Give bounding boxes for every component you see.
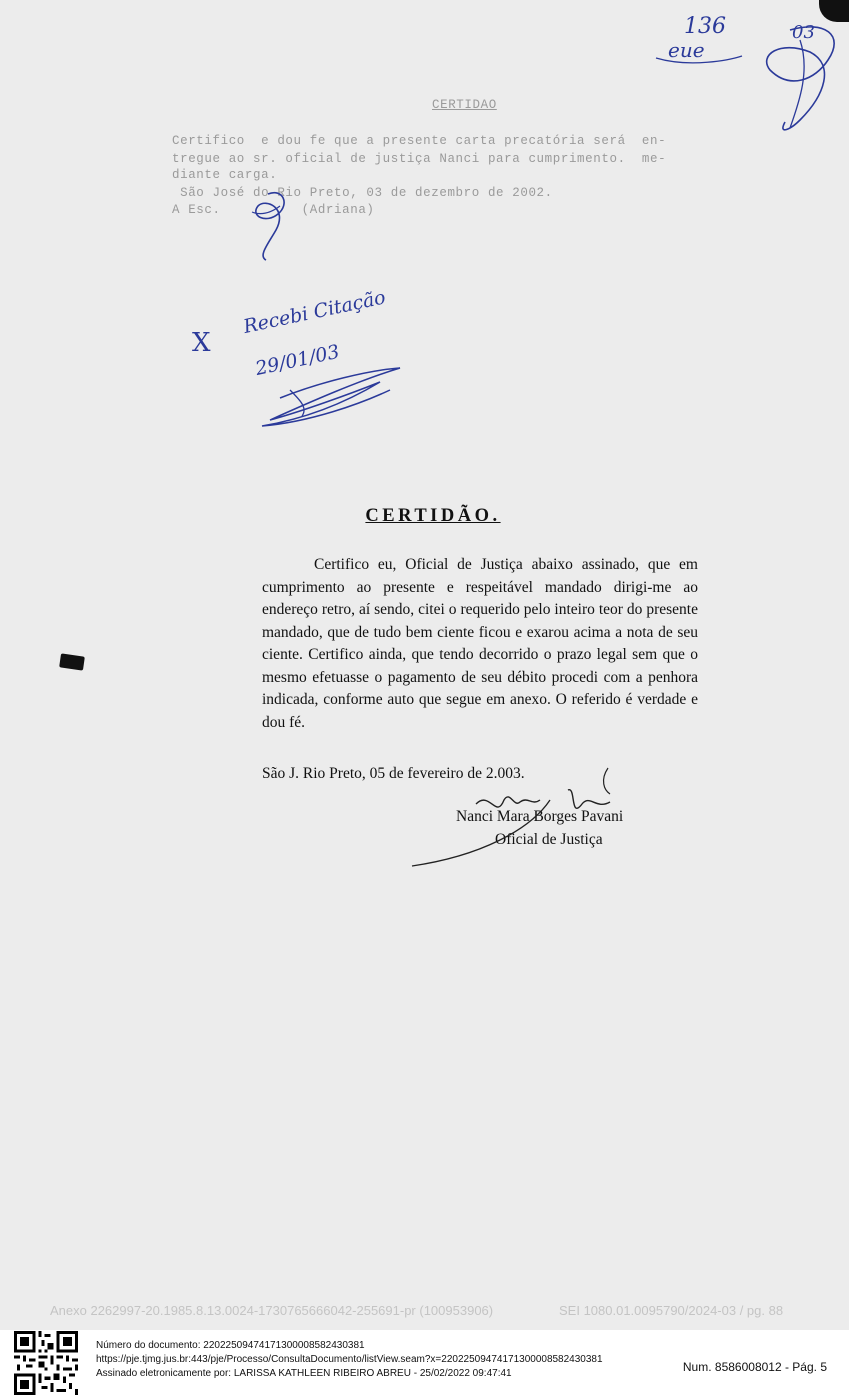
certidao-body-text: Certifico eu, Oficial de Justiça abaixo assinado, que em cumprimento ao presente e respeitável mandado dirigi-me ao endereço retro, aí sendo, citei o requerido pelo inteiro teor do presente mandado, que de tudo bem ciente ficou e exarou acima a nota de seu ciente. Certifico ainda, que tendo decorrido o prazo legal sem que o mesmo efetuasse o pagamento de seu débito procedi com a penhora indicada, conforme auto que segue em anexo. O referido é verdade e dou fé. [262,556,698,731]
footer-page-number: Num. 8586008012 - Pág. 5 [682,1360,827,1374]
typed-note-line: diante carga. [172,168,278,182]
qr-code-icon [14,1331,78,1395]
handwritten-x-mark: X [192,328,211,358]
signer-name: Nanci Mara Borges Pavani [456,808,624,825]
handwritten-page-mark: 03 [792,22,815,43]
typed-note-line: Certifico e dou fe que a presente carta precatória será en- [172,134,667,148]
watermark-annex: Anexo 2262997-20.1985.8.13.0024-1730765666042-255691-pr (100953906) [50,1303,494,1318]
footer-doc-number: Número do documento: 22022509474171300008582430381 [96,1340,365,1351]
handwritten-page-number: 136 [684,14,726,39]
handwritten-receipt-note: Recebi Citação [241,286,388,338]
rubric-initials-typed-note [228,186,308,266]
rubric-signature-top [650,10,849,140]
watermark-sei: SEI 1080.01.0095790/2024-03 / pg. 88 [559,1303,784,1318]
certidao-date: São J. Rio Preto, 05 de fevereiro de 2.003. [262,765,525,782]
certidao-title: CERTIDÃO. [365,506,501,526]
footer-url-link[interactable]: https://pje.tjmg.jus.br:443/pje/Processo/ConsultaDocumento/listView.seam?x=22022509474171300008582430381 [96,1354,603,1365]
officer-signature [400,760,640,870]
handwritten-page-word: eue [668,38,705,62]
footer-signed-by: Assinado eletronicamente por: LARISSA KATHLEEN RIBEIRO ABREU - 25/02/2022 09:47:41 [96,1368,512,1379]
typed-note-line: São José do Rio Preto, 03 de dezembro de 2002. [172,186,553,200]
certidao-body [262,554,698,734]
signer-role: Oficial de Justiça [495,831,603,848]
typed-note-line: tregue ao sr. oficial de justiça Nanci para cumprimento. me- [172,152,667,166]
receipt-signature [250,360,420,440]
typed-note-title: CERTIDAO [432,98,497,112]
typed-note-line: A Esc. (Adriana) [172,203,375,217]
handwritten-receipt-date: 29/01/03 [253,340,342,380]
